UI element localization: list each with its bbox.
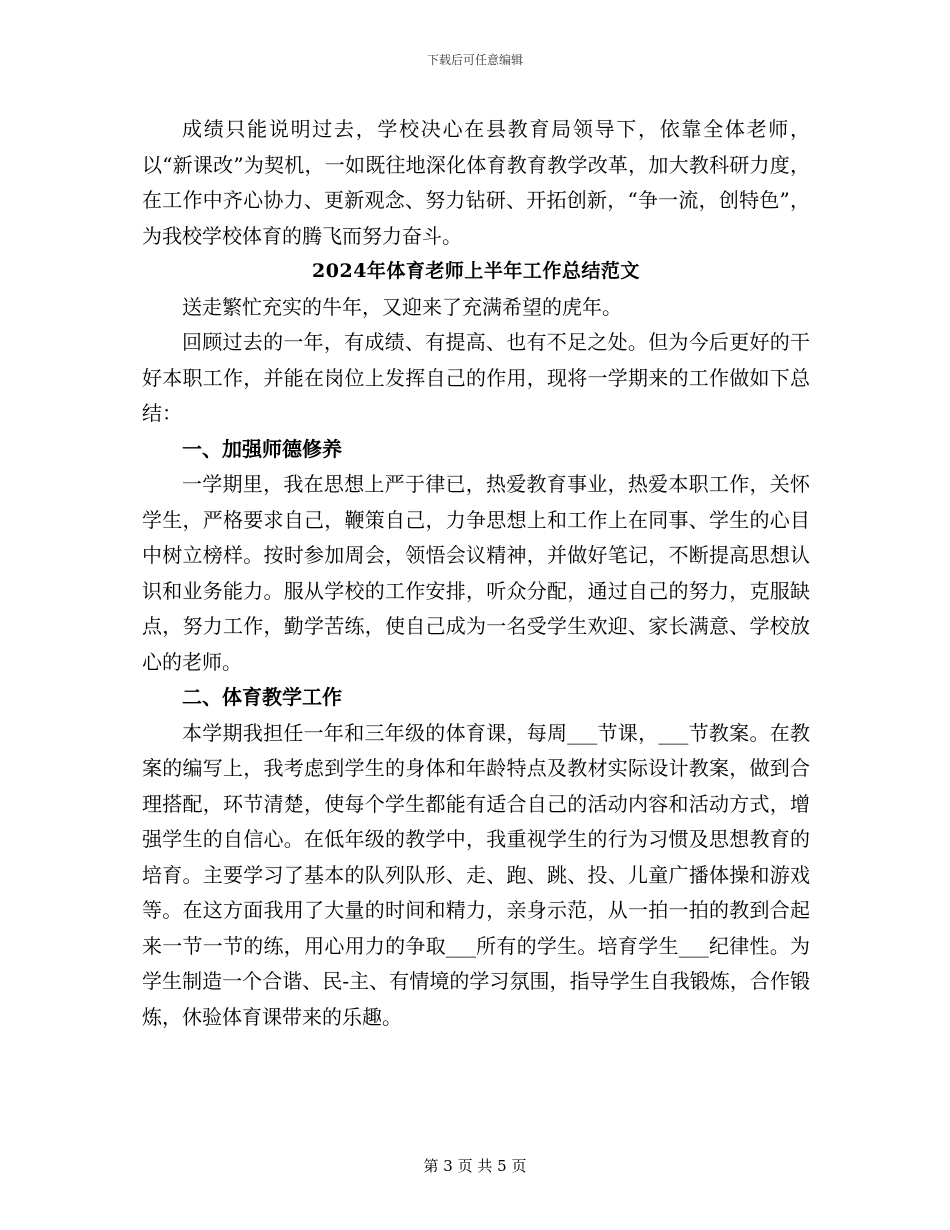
section-paragraph-teaching: 本学期我担任一年和三年级的体育课，每周___节课，___节教案。在教案的编写上，我考虑到学生的身体和年龄特点及教材实际设计教案，做到合理搭配，环节清楚，使每个学生都能有适合自己的活动内容和活动方式，增强学生的自信心。在低年级的教学中，我重视学生的行为习惯及思想教育的培育。主要学习了基本的队列队形、走、跑、跳、投、儿童广播体操和游戏等。在这方面我用了大量的时间和精力，亲身示范，从一拍一拍的教到合起来一节一节的练，用心用力的争取___所有的学生。培育学生___纪律性。为学生制造一个合谐、民-主、有情境的学习氛围，指导学生自我锻炼，合作锻炼，休验体育课带来的乐趣。 (142, 720, 810, 1029)
page-number: 第 3 页 共 5 页 (423, 1157, 527, 1175)
intro-paragraph-1: 送走繁忙充实的牛年，又迎来了充满希望的虎年。 (182, 294, 622, 319)
section-heading-teaching: 二、体育教学工作 (182, 685, 342, 709)
page-header: 下载后可任意编辑 (426, 53, 523, 67)
section-paragraph-ethics: 一学期里，我在思想上严于律已，热爱教育事业，热爱本职工作，关怀学生，严格要求自己，鞭策自己，力争思想上和工作上在同事、学生的心目中树立榜样。按时参加周会，领悟会议精神，并做好笔记，不断提高思想认识和业务能力。服从学校的工作安排，听众分配，通过自己的努力，克服缺点，努力工作，勤学苦练，使自己成为一名受学生欢迎、家长满意、学校放心的老师。 (142, 472, 810, 674)
section-heading-ethics: 一、加强师德修养 (182, 436, 342, 461)
closing-paragraph: 成绩只能说明过去，学校决心在县教育局领导下，依靠全体老师，以“新课改”为契机，一如既往地深化体育教育教学改革，加大教科研力度，在工作中齐心协力、更新观念、努力钻研、开拓创新，“争一流，创特色”，为我校学校体育的腾飞而努力奋斗。 (142, 117, 810, 248)
intro-paragraph-2: 回顾过去的一年，有成绩、有提高、也有不足之处。但为今后更好的干好本职工作，并能在岗位上发挥自己的作用，现将一学期来的工作做如下总结： (142, 330, 810, 425)
document-title: 2024年体育老师上半年工作总结范文 (312, 260, 640, 282)
document-body (142, 112, 810, 1035)
